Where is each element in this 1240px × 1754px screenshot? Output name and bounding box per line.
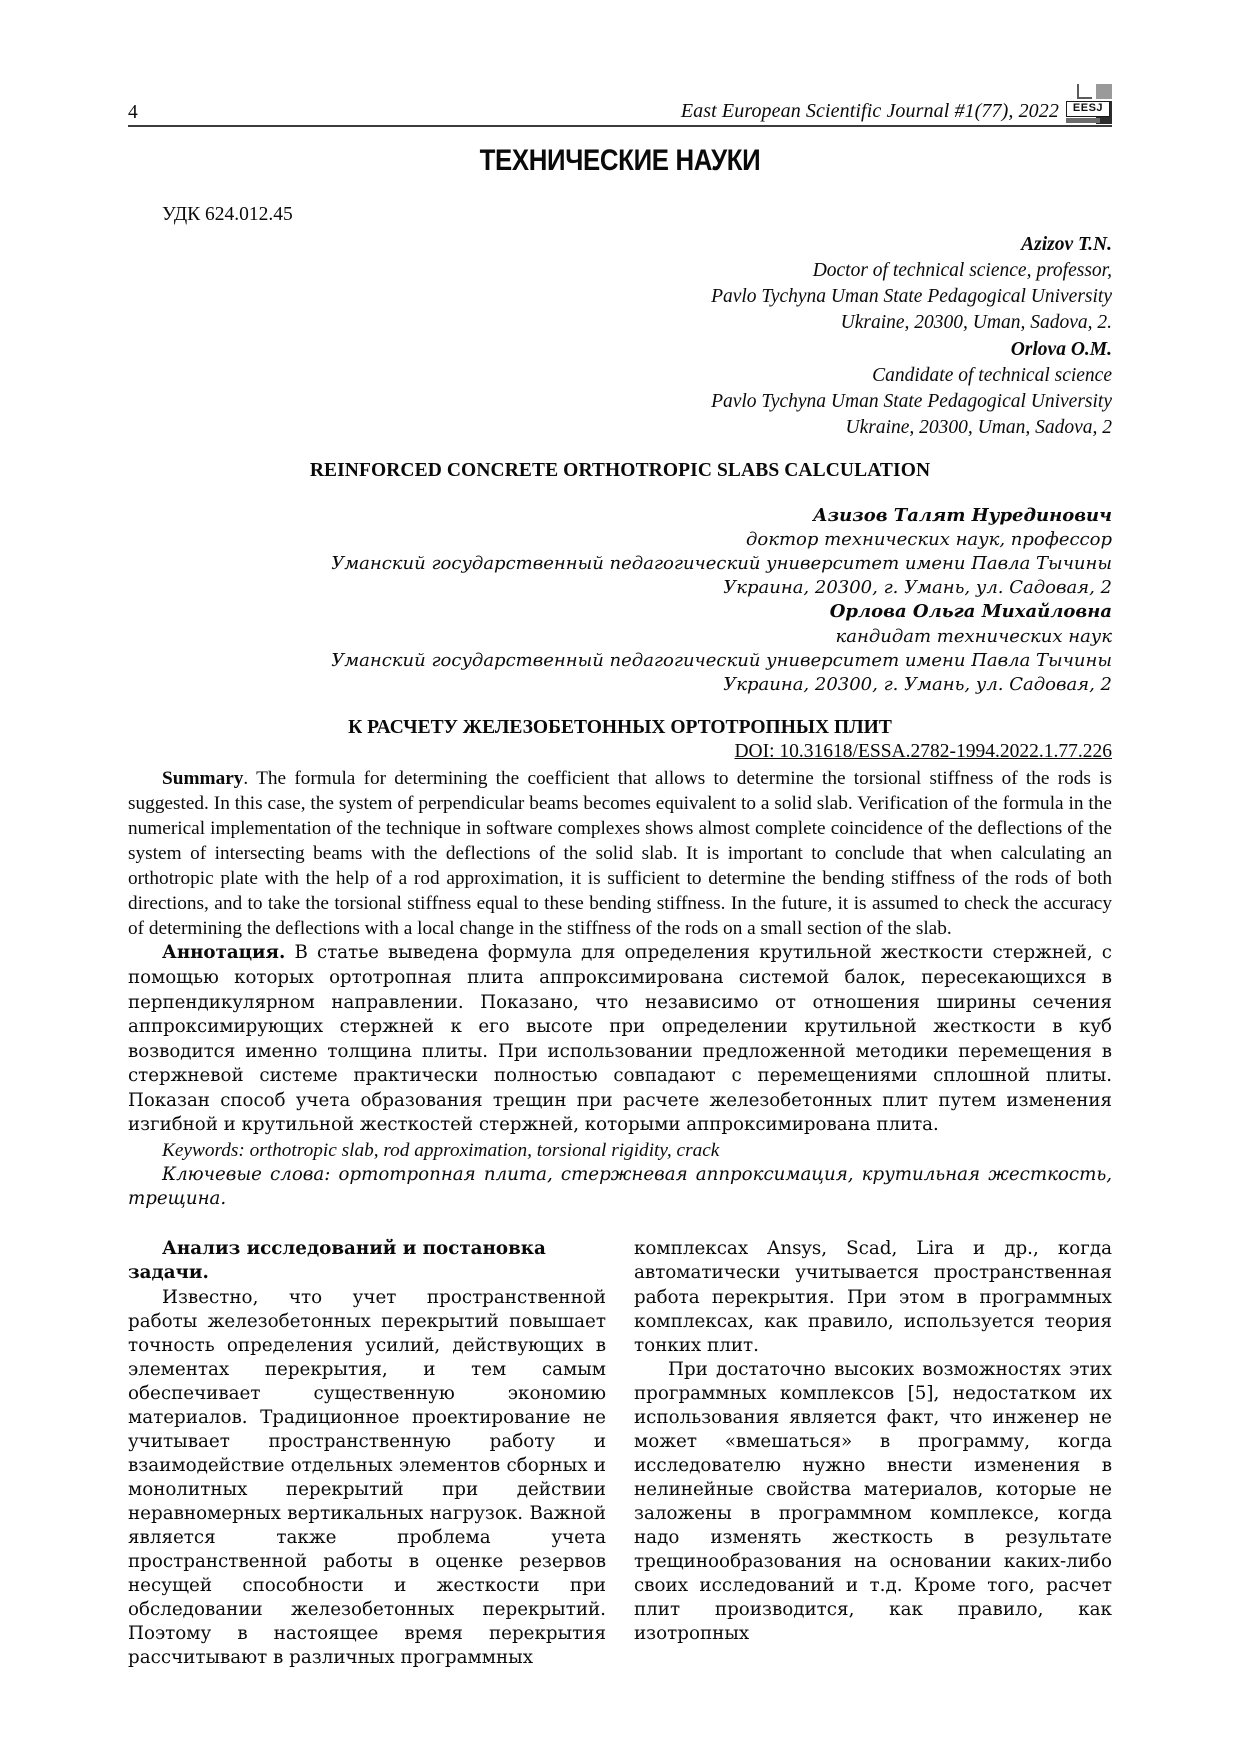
author-name: Орлова Ольга Михайловна — [829, 601, 1112, 623]
section-heading: ТЕХНИЧЕСКИЕ НАУКИ — [479, 144, 761, 177]
author-affiliation-line: кандидат технических наук — [835, 625, 1112, 647]
udc-code: УДК 624.012.45 — [162, 204, 293, 225]
author-affiliation-line: Ukraine, 20300, Uman, Sadova, 2 — [845, 416, 1112, 438]
running-head-right — [681, 84, 1112, 122]
abstract-label-ru: Аннотация. — [162, 942, 286, 964]
authors-block-en — [128, 232, 1112, 441]
body-paragraph-continuation: комплексах Ansys, Scad, Lira и др., когда автоматически учитывается пространственная работа перекрытия. При этом в программных комплексах, как правило, используется теория тонких плит. — [634, 1238, 1112, 1356]
abstract-label-en: Summary — [162, 767, 244, 789]
abstract-text-en: . The formula for determining the coefficient that allows to determine the torsional stiffness of the rods is suggested. In this case, the system of perpendicular beams becomes equivalent to a solid slab. Verification of the formula in the numerical implementation of the technique in software complexes shows almost complete coincidence of the deflections of the system of intersecting beams with the deflections of the solid slab. It is important to conclude that when calculating an orthotropic plate with the help of a rod approximation, it is sufficient to determine the bending stiffness of the rods of both directions, and to take the torsional stiffness equal to these bending stiffness. In the future, it is assumed to check the accuracy of determining the deflections with a local change in the stiffness of the rods on a small section of the slab. — [128, 767, 1112, 940]
eesj-logo-icon — [1066, 84, 1112, 124]
body-column-right — [634, 1237, 1112, 1670]
author-name: Orlova O.M. — [1010, 338, 1112, 360]
author-affiliation-line: Уманский государственный педагогический университет имени Павла Тычины — [331, 553, 1112, 575]
author-affiliation-line: доктор технических наук, профессор — [745, 529, 1112, 551]
running-head — [128, 0, 1112, 128]
abstract-en — [128, 766, 1112, 942]
author-affiliation-line: Украина, 20300, г. Умань, ул. Садовая, 2 — [723, 673, 1112, 695]
body-columns — [128, 1237, 1112, 1670]
doi-line — [128, 741, 1112, 763]
body-column-left — [128, 1237, 606, 1670]
article-title-en: REINFORCED CONCRETE ORTHOTROPIC SLABS CALCULATION — [309, 460, 931, 481]
author-affiliation-line: Ukraine, 20300, Uman, Sadova, 2. — [840, 312, 1112, 334]
running-head-row — [128, 84, 1112, 127]
body-paragraph: Известно, что учет пространственной работы железобетонных перекрытий повышает точность определения усилий, действующих в элементах перекрытия, и тем самым обеспечивает существенную экономию материалов. Традиционное проектирование не учитывает пространственную работу и взаимодействие отдельных элементов сборных и монолитных перекрытий при действии неравномерных вертикальных нагрузок. Важной является также проблема учета пространственной работы в оценке резервов несущей способности и жесткости при обследовании железобетонных перекрытий. Поэтому в настоящее время перекрытия рассчитывают в различных программных — [128, 1286, 606, 1669]
body-subheading: Анализ исследований и постановка задачи. — [128, 1238, 546, 1284]
body-paragraph: При достаточно высоких возможностях этих программных комплексов [5], недостатком их использования является факт, что инженер не может «вмешаться» в программу, когда исследователю нужно внести изменения в нелинейные свойства материалов, которые не заложены в программном комплексе, когда надо изменять жесткость в результате трещинообразования на основании каких-либо своих исследований и т.д. Кроме того, расчет плит производится, как правило, как изотропных — [634, 1358, 1112, 1645]
page-number: 4 — [128, 101, 138, 123]
abstract-ru — [128, 941, 1112, 1138]
author-name: Азизов Талят Нурединович — [812, 505, 1112, 526]
author-affiliation-line: Doctor of technical science, professor, — [812, 260, 1112, 282]
author-name: Azizov T.N. — [1021, 234, 1112, 255]
eesj-logo-text: EESJ — [1066, 101, 1110, 117]
abstract-text-ru: В статье выведена формула для определения крутильной жесткости стержней, с помощью которых ортотропная плита аппроксимирована системой балок, пересекающихся в перпендикулярном направлении. Показано, что независимо от отношения ширины сечения аппроксимирующих стержней к его высоте при определении крутильной жесткости в куб возводится именно толщина плиты. При использовании предложенной методики перемещения в стержневой системе практически полностью совпадают с перемещениями сплошной плиты. Показан способ учета образования трещин при расчете железобетонных плит путем изменения изгибной и крутильной жесткостей стержней, которыми аппроксимирована плита. — [128, 942, 1112, 1136]
keywords-ru: Ключевые слова: ортотропная плита, стержневая аппроксимация, крутильная жесткость, трещина. — [128, 1164, 1112, 1210]
keywords-en: Keywords: orthotropic slab, rod approximation, torsional rigidity, crack — [162, 1139, 720, 1161]
author-affiliation-line: Pavlo Tychyna Uman State Pedagogical University — [711, 390, 1112, 412]
author-affiliation-line: Candidate of technical science — [872, 364, 1112, 386]
authors-block-ru — [128, 504, 1112, 697]
author-affiliation-line: Pavlo Tychyna Uman State Pedagogical University — [711, 286, 1112, 308]
journal-title: East European Scientific Journal #1(77), 2022 — [680, 100, 1059, 122]
doi-text[interactable]: DOI: 10.31618/ESSA.2782-1994.2022.1.77.226 — [734, 740, 1112, 762]
author-affiliation-line: Украина, 20300, г. Умань, ул. Садовая, 2 — [723, 577, 1112, 599]
article-title-ru: К РАСЧЕТУ ЖЕЛЕЗОБЕТОННЫХ ОРТОТРОПНЫХ ПЛИТ — [348, 716, 892, 738]
page-content — [128, 0, 1112, 1754]
author-affiliation-line: Уманский государственный педагогический университет имени Павла Тычины — [331, 649, 1112, 671]
